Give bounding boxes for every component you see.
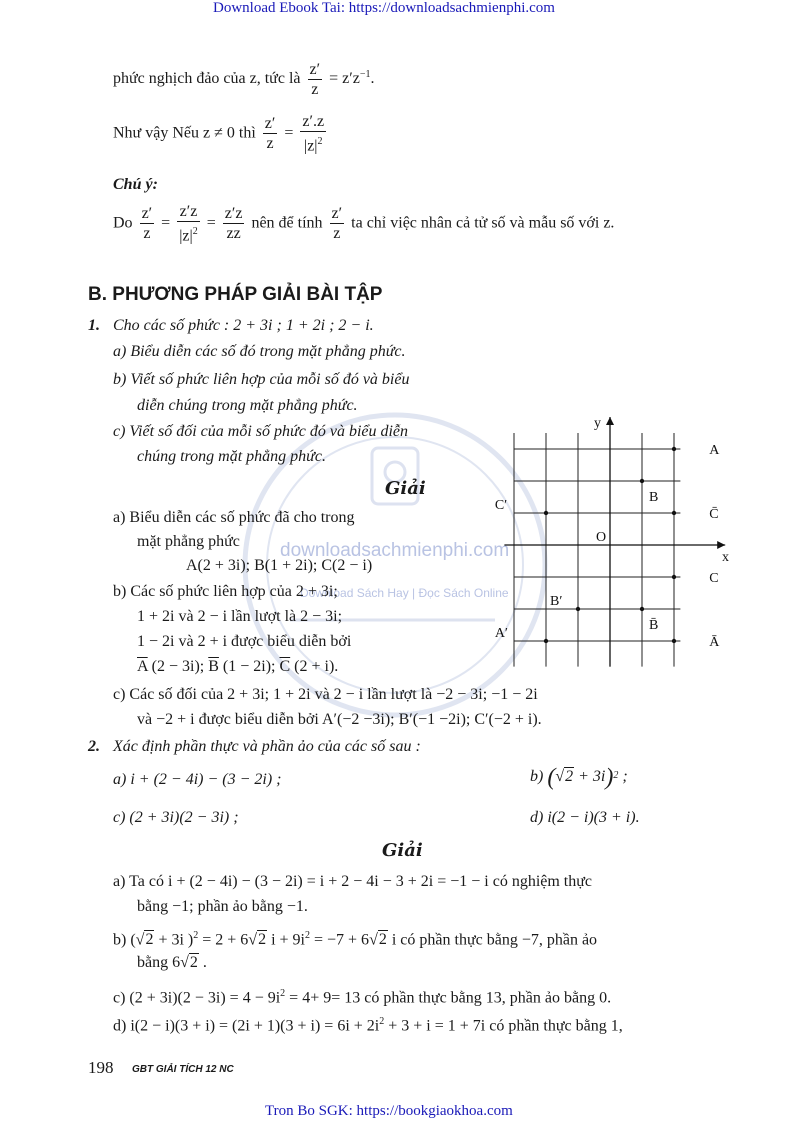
point-C′ xyxy=(544,511,548,515)
ex2-sol-c: c) $(2 + 3i)(2 - 3i) = 4 - 9i^2 = 4+ 9= 13$ có phần thực bằng 13, phần ảo bằng 0. xyxy=(113,988,612,1007)
ex1-b2: diễn chúng trong mặt phẳng phức. xyxy=(137,397,358,414)
ex2-d: d) i(2 − i)(3 + i). xyxy=(530,809,640,826)
point-B xyxy=(640,479,644,483)
ex1-sol-b3: 1 − 2i và 2 + i được biểu diễn bởi xyxy=(137,633,352,650)
point-label-C̄: C̄ xyxy=(709,507,719,522)
point-label-B: B xyxy=(649,490,659,505)
point-B̄ xyxy=(640,607,644,611)
ex2-sol-b1: b) (√2 + 3i )$^2$ = 2 + 6√2 $i + 9i^2 = -7 + 6√2$ i có phần thực bằng −7, phần ảo xyxy=(113,930,598,949)
ex2-sol-d: d) $i(2 - i)(3 + i) = (2i + 1)(3 + i) = 6i + 2i^2 + 3 + i = 1 + 7i$ có phần thực bằng 1, xyxy=(113,1016,623,1035)
ex1-sol-c2: và −2 + i được biểu diễn bởi A′(−2 −3i); B′(−1 −2i); C′(−2 + i). xyxy=(137,711,542,728)
ex2-number: 2. xyxy=(88,738,100,755)
point-C̄ xyxy=(672,511,676,515)
footer-sgk-link[interactable]: Tron Bo SGK: https://bookgiaokhoa.com xyxy=(265,1103,513,1119)
point-label-B̄: B̄ xyxy=(649,618,659,633)
ex1-number: 1. xyxy=(88,317,100,334)
ex1-sol-b2: 1 + 2i và 2 − i lần lượt là 2 − 3i; xyxy=(137,608,343,625)
ex1-b1: b) Viết số phức liên hợp của mỗi số đó và biểu xyxy=(113,371,410,388)
ex1-sol-a3: A(2 + 3i); B(1 + 2i); C(2 − i) xyxy=(186,557,373,574)
ex1-a: a) Biểu diễn các số đó trong mặt phẳng phức. xyxy=(113,343,406,360)
note-line: Do $\frac{z'}{z}$ = $\frac{z'z}{|z|^2}$ = $\frac{z'z}{zz}$ nên để tính $\frac{z'}{z}$ ta chỉ việc nhân cả tử số và mẫu số với z. xyxy=(113,203,615,245)
point-label-C: C xyxy=(709,571,719,586)
ex1-sol-b1: b) Các số phức liên hợp của 2 + 3i; xyxy=(113,583,338,600)
origin-label: O xyxy=(596,530,607,545)
ex2-sol-a1: a) Ta có i + (2 − 4i) − (3 − 2i) = i + 2 − 4i − 3 + 2i = −1 − i có nghiệm thực xyxy=(113,873,593,890)
point-label-A′: A′ xyxy=(494,626,508,641)
point-label-C′: C′ xyxy=(494,498,508,513)
ex1-sol-a1: a) Biểu diễn các số phức đã cho trong xyxy=(113,509,355,526)
ex2-sol-a2: bằng −1; phần ảo bằng −1. xyxy=(137,898,308,915)
watermark-site: downloadsachmienphi.com xyxy=(280,540,510,561)
ex1-c2: chúng trong mặt phẳng phức. xyxy=(137,448,327,465)
x-axis-label: x xyxy=(722,550,729,565)
y-axis-arrow xyxy=(606,417,614,425)
point-label-A: A xyxy=(709,443,720,458)
x-axis-arrow xyxy=(717,541,725,549)
intro-line-2: Như vậy Nếu z ≠ 0 thì $\frac{z'}{z}$ = $\frac{z'.z}{|z|^2}$ xyxy=(113,113,325,155)
intro-line-1: phức nghịch đảo của z, tức là $\frac{z'}{z}$ = $z'z^{-1}$. xyxy=(113,61,375,98)
page-number: 198 xyxy=(88,1058,114,1077)
point-label-B′: B′ xyxy=(550,594,563,609)
section-title: B. PHƯƠNG PHÁP GIẢI BÀI TẬP xyxy=(88,284,383,305)
ex2-prompt: Xác định phần thực và phần ảo của các số sau : xyxy=(113,738,421,755)
ex2-sol-b2: bằng 6√2 . xyxy=(137,954,207,971)
ex2-a: a) i + (2 − 4i) − (3 − 2i) ; xyxy=(113,771,282,788)
ex2-c: c) (2 + 3i)(2 − 3i) ; xyxy=(113,809,239,826)
ex1-solution-heading: Giải xyxy=(385,478,426,499)
ex1-sol-c1: c) Các số đối của 2 + 3i; 1 + 2i và 2 − i lần lượt là −2 − 3i; −1 − 2i xyxy=(113,686,538,703)
watermark-tagline: Download Sách Hay | Đọc Sách Online xyxy=(300,586,509,600)
ex1-c1: c) Viết số đối của mỗi số phức đó và biểu diễn xyxy=(113,423,409,440)
complex-plane-diagram xyxy=(494,380,750,680)
ex2-b: b) $(√2 + 3i)^2$ ; xyxy=(530,764,628,791)
y-axis-label: y xyxy=(594,416,601,431)
header-download-link[interactable]: Download Ebook Tai: https://downloadsachmienphi.com xyxy=(213,0,555,16)
point-A′ xyxy=(544,639,548,643)
ex1-prompt: Cho các số phức : 2 + 3i ; 1 + 2i ; 2 − i. xyxy=(113,317,374,334)
book-title: GBT GIẢI TÍCH 12 NC xyxy=(132,1064,234,1075)
ex1-sol-b4: $\overline{A}$ (2 − 3i); $\overline{B}$ (1 − 2i); $\overline{C}$ (2 + i). xyxy=(137,658,339,675)
point-C xyxy=(672,575,676,579)
point-B′ xyxy=(576,607,580,611)
ex2-solution-heading: Giải xyxy=(382,840,423,861)
point-label-Ā: Ā xyxy=(709,635,720,650)
ex1-sol-a2: mặt phẳng phức xyxy=(137,533,240,550)
point-Ā xyxy=(672,639,676,643)
note-label: Chú ý: xyxy=(113,176,158,193)
point-A xyxy=(672,447,676,451)
